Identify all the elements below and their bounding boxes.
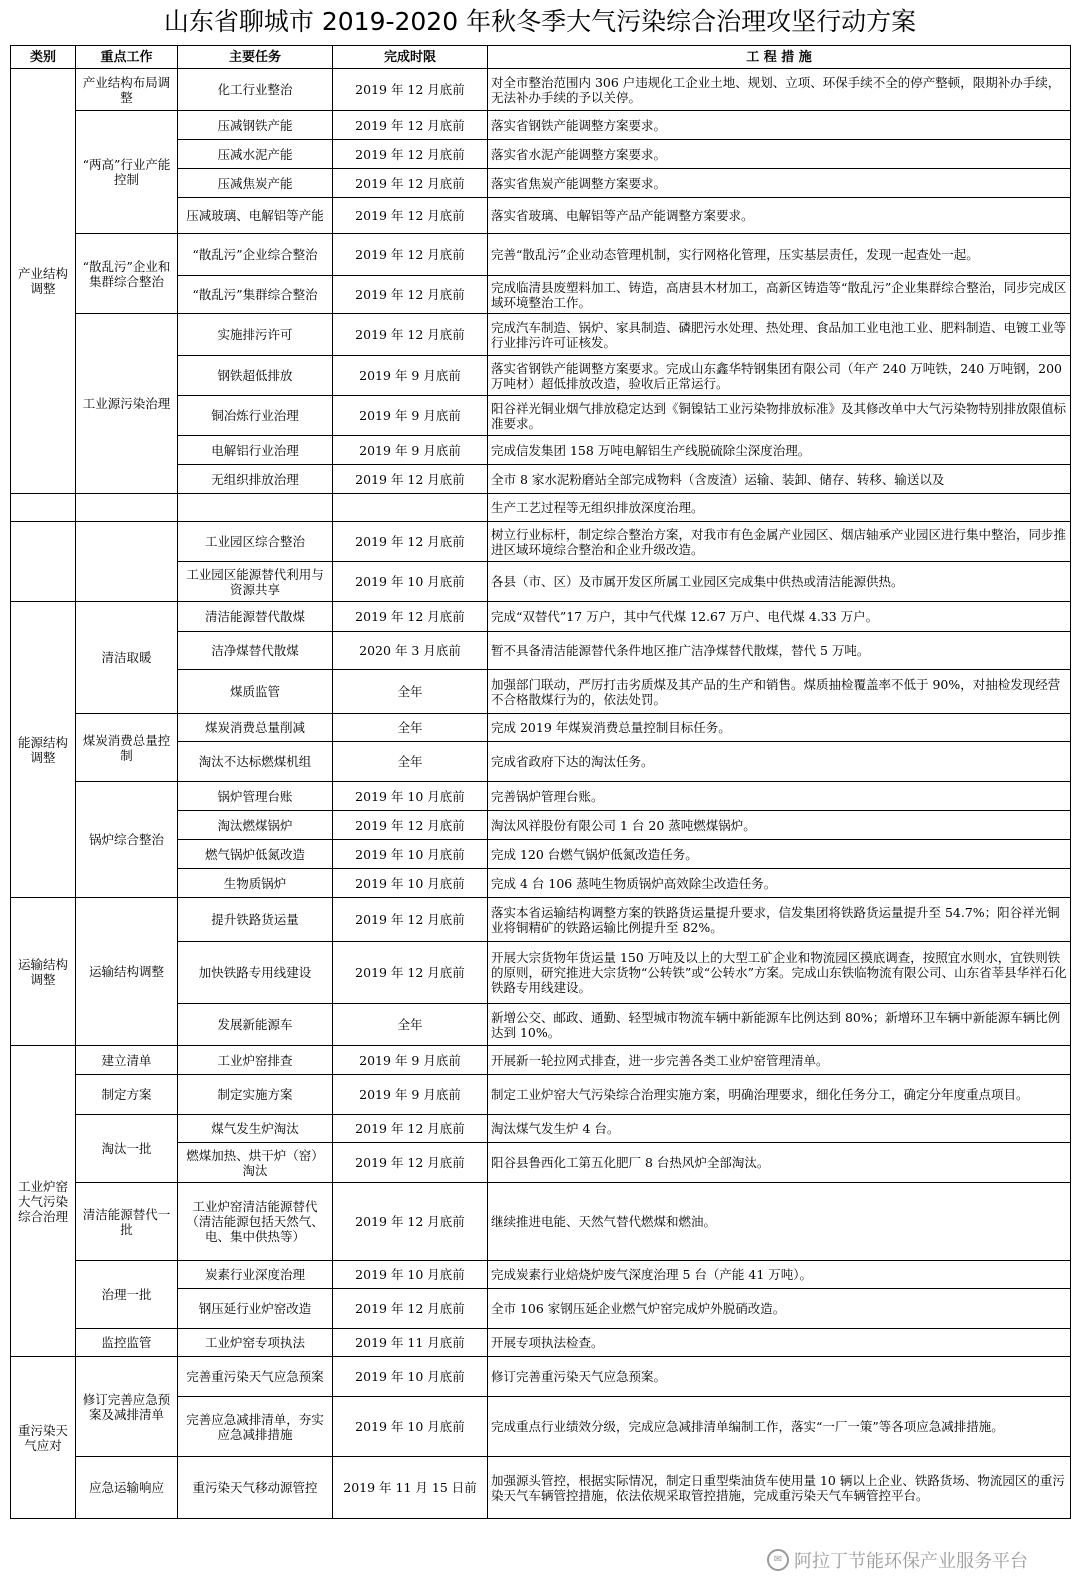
measure-cell: 完成“双替代”17 万户，其中气代煤 12.67 万户、电代煤 4.33 万户。 bbox=[488, 602, 1071, 632]
table-row bbox=[11, 898, 1071, 942]
table-row bbox=[11, 1046, 1071, 1075]
wechat-icon: ✉ bbox=[767, 1549, 789, 1571]
deadline-cell: 2019 年 10 月底前 bbox=[333, 782, 488, 811]
header-deadline: 完成时限 bbox=[333, 46, 488, 69]
task-cell: 洁净煤替代散煤 bbox=[178, 632, 333, 670]
table-row bbox=[11, 1075, 1071, 1115]
deadline-cell: 2019 年 12 月底前 bbox=[333, 465, 488, 494]
key-work-cell: 产业结构布局调整 bbox=[76, 69, 178, 111]
deadline-cell: 2019 年 11 月底前 bbox=[333, 1329, 488, 1357]
task-cell: 燃气锅炉低氮改造 bbox=[178, 840, 333, 869]
deadline-cell: 2019 年 9 月底前 bbox=[333, 396, 488, 436]
watermark-text: 阿拉丁节能环保产业服务平台 bbox=[794, 1551, 1028, 1572]
empty-cell bbox=[11, 494, 76, 522]
measure-cell: 阳谷县鲁西化工第五化肥厂 8 台热风炉全部淘汰。 bbox=[488, 1143, 1071, 1183]
deadline-cell: 2019 年 12 月底前 bbox=[333, 942, 488, 1004]
deadline-cell: 2020 年 3 月底前 bbox=[333, 632, 488, 670]
measure-cell: 全市 8 家水泥粉磨站全部完成物料（含废渣）运输、装卸、储存、转移、输送以及 bbox=[488, 465, 1071, 494]
empty-cell bbox=[11, 522, 76, 602]
deadline-cell: 2019 年 12 月底前 bbox=[333, 811, 488, 840]
empty-cell bbox=[333, 494, 488, 522]
category-cell: 产业结构调整 bbox=[11, 69, 76, 494]
deadline-cell: 2019 年 10 月底前 bbox=[333, 1357, 488, 1397]
measure-cell: 开展专项执法检查。 bbox=[488, 1329, 1071, 1357]
task-cell: 工业炉窑排查 bbox=[178, 1046, 333, 1075]
table-row bbox=[11, 714, 1071, 742]
measure-cell: 落实省钢铁产能调整方案要求。完成山东鑫华特钢集团有限公司（年产 240 万吨铁，240 万吨钢，200 万吨材）超低排放改造，验收后正常运行。 bbox=[488, 356, 1071, 396]
task-cell: 制定实施方案 bbox=[178, 1075, 333, 1115]
deadline-cell: 2019 年 12 月底前 bbox=[333, 276, 488, 314]
deadline-cell: 2019 年 12 月底前 bbox=[333, 1143, 488, 1183]
measure-cell: 对全市整治范围内 306 户违规化工企业土地、规划、立项、环保手续不全的停产整顿，限期补办手续，无法补办手续的予以关停。 bbox=[488, 69, 1071, 111]
measure-cell: 开展大宗货物年货运量 150 万吨及以上的大型工矿企业和物流园区摸底调查，按照宜水则水，宜铁则铁的原则，研究推进大宗货物“公转铁”或“公转水”方案。完成山东铁临物流有限公司、山东省莘县华祥石化铁路专用线建设。 bbox=[488, 942, 1071, 1004]
key-work-cell: 清洁取暖 bbox=[76, 602, 178, 714]
table-row bbox=[11, 234, 1071, 276]
task-cell: 铜冶炼行业治理 bbox=[178, 396, 333, 436]
deadline-cell: 2019 年 12 月底前 bbox=[333, 522, 488, 562]
measure-cell: 落实本省运输结构调整方案的铁路货运量提升要求，信发集团将铁路货运量提升至 54.7%；阳谷祥光铜业将铜精矿的铁路运输比例提升至 82%。 bbox=[488, 898, 1071, 942]
key-work-cell: 运输结构调整 bbox=[76, 898, 178, 1046]
deadline-cell: 2019 年 10 月底前 bbox=[333, 869, 488, 898]
task-cell: 煤炭消费总量削减 bbox=[178, 714, 333, 742]
key-work-cell: “两高”行业产能控制 bbox=[76, 111, 178, 234]
deadline-cell: 2019 年 12 月底前 bbox=[333, 111, 488, 140]
deadline-cell: 2019 年 12 月底前 bbox=[333, 1289, 488, 1329]
key-work-cell: 工业源污染治理 bbox=[76, 314, 178, 494]
measure-cell: 落实省钢铁产能调整方案要求。 bbox=[488, 111, 1071, 140]
key-work-cell: 淘汰一批 bbox=[76, 1115, 178, 1183]
task-cell: 生物质锅炉 bbox=[178, 869, 333, 898]
measure-cell: 暂不具备清洁能源替代条件地区推广洁净煤替代散煤，替代 5 万吨。 bbox=[488, 632, 1071, 670]
task-cell: 加快铁路专用线建设 bbox=[178, 942, 333, 1004]
deadline-cell: 2019 年 12 月底前 bbox=[333, 314, 488, 356]
measure-cell: 各县（市、区）及市属开发区所属工业园区完成集中供热或清洁能源供热。 bbox=[488, 562, 1071, 602]
task-cell: 完善重污染天气应急预案 bbox=[178, 1357, 333, 1397]
key-work-cell: 建立清单 bbox=[76, 1046, 178, 1075]
table-row bbox=[11, 314, 1071, 356]
header-key-work: 重点工作 bbox=[76, 46, 178, 69]
measure-cell: 淘汰煤气发生炉 4 台。 bbox=[488, 1115, 1071, 1143]
measure-cell: 完成重点行业绩效分级，完成应急减排清单编制工作，落实“一厂一策”等各项应急减排措施。 bbox=[488, 1397, 1071, 1457]
table-row bbox=[11, 1115, 1071, 1143]
table-row bbox=[11, 1329, 1071, 1357]
task-cell: 工业园区能源替代利用与资源共享 bbox=[178, 562, 333, 602]
table-row bbox=[11, 1357, 1071, 1397]
measure-cell: 落实省水泥产能调整方案要求。 bbox=[488, 140, 1071, 169]
measure-cell: 落实省玻璃、电解铝等产品产能调整方案要求。 bbox=[488, 198, 1071, 234]
table-row bbox=[11, 1457, 1071, 1519]
deadline-cell: 2019 年 10 月底前 bbox=[333, 1261, 488, 1289]
deadline-cell: 2019 年 9 月底前 bbox=[333, 1046, 488, 1075]
measure-cell: 加强源头管控，根据实际情况，制定日重型柴油货车使用量 10 辆以上企业、铁路货场、物流园区的重污染天气车辆管控措施，依法依规采取管控措施，完成重污染天气车辆管控平台。 bbox=[488, 1457, 1071, 1519]
table-row bbox=[11, 111, 1071, 140]
table-row bbox=[11, 522, 1071, 562]
task-cell: 清洁能源替代散煤 bbox=[178, 602, 333, 632]
empty-cell bbox=[178, 494, 333, 522]
deadline-cell: 全年 bbox=[333, 742, 488, 782]
measure-cell: 完成 2019 年煤炭消费总量控制目标任务。 bbox=[488, 714, 1071, 742]
deadline-cell: 2019 年 9 月底前 bbox=[333, 356, 488, 396]
deadline-cell: 2019 年 12 月底前 bbox=[333, 602, 488, 632]
header-main-task: 主要任务 bbox=[178, 46, 333, 69]
deadline-cell: 2019 年 10 月底前 bbox=[333, 1397, 488, 1457]
task-cell: 压减焦炭产能 bbox=[178, 169, 333, 198]
task-cell: 锅炉管理台账 bbox=[178, 782, 333, 811]
measure-cell: 开展新一轮拉网式排查，进一步完善各类工业炉窑管理清单。 bbox=[488, 1046, 1071, 1075]
key-work-cell: 清洁能源替代一批 bbox=[76, 1183, 178, 1261]
measure-cell: 生产工艺过程等无组织排放深度治理。 bbox=[488, 494, 1071, 522]
table-row bbox=[11, 494, 1071, 522]
key-work-cell: 锅炉综合整治 bbox=[76, 782, 178, 898]
measure-cell: 完成信发集团 158 万吨电解铝生产线脱硫除尘深度治理。 bbox=[488, 436, 1071, 465]
table-header-row bbox=[11, 46, 1071, 69]
measure-cell: 完成炭素行业焙烧炉废气深度治理 5 台（产能 41 万吨）。 bbox=[488, 1261, 1071, 1289]
task-cell: 化工行业整治 bbox=[178, 69, 333, 111]
task-cell: 煤气发生炉淘汰 bbox=[178, 1115, 333, 1143]
key-work-cell: 治理一批 bbox=[76, 1261, 178, 1329]
task-cell: 淘汰不达标燃煤机组 bbox=[178, 742, 333, 782]
task-cell: 无组织排放治理 bbox=[178, 465, 333, 494]
task-cell: 燃煤加热、烘干炉（窑）淘汰 bbox=[178, 1143, 333, 1183]
key-work-cell: 煤炭消费总量控制 bbox=[76, 714, 178, 782]
deadline-cell: 全年 bbox=[333, 670, 488, 714]
task-cell: 炭素行业深度治理 bbox=[178, 1261, 333, 1289]
empty-cell bbox=[76, 522, 178, 602]
table-row bbox=[11, 782, 1071, 811]
table-row bbox=[11, 602, 1071, 632]
key-work-cell: “散乱污”企业和集群综合整治 bbox=[76, 234, 178, 314]
measure-cell: 完成汽车制造、锅炉、家具制造、磷肥污水处理、热处理、食品加工业电池工业、肥料制造、电镀工业等行业排污许可证核发。 bbox=[488, 314, 1071, 356]
measure-cell: 制定工业炉窑大气污染综合治理实施方案，明确治理要求，细化任务分工，确定分年度重点项目。 bbox=[488, 1075, 1071, 1115]
deadline-cell: 2019 年 12 月底前 bbox=[333, 169, 488, 198]
measure-cell: 完成省政府下达的淘汰任务。 bbox=[488, 742, 1071, 782]
measure-cell: 继续推进电能、天然气替代燃煤和燃油。 bbox=[488, 1183, 1071, 1261]
task-cell: 实施排污许可 bbox=[178, 314, 333, 356]
key-work-cell: 应急运输响应 bbox=[76, 1457, 178, 1519]
deadline-cell: 2019 年 12 月底前 bbox=[333, 1115, 488, 1143]
header-measures: 工 程 措 施 bbox=[488, 46, 1071, 69]
page-title: 山东省聊城市 2019-2020 年秋冬季大气污染综合治理攻坚行动方案 bbox=[163, 7, 917, 36]
task-cell: 压减水泥产能 bbox=[178, 140, 333, 169]
deadline-cell: 2019 年 12 月底前 bbox=[333, 69, 488, 111]
deadline-cell: 全年 bbox=[333, 1004, 488, 1046]
key-work-cell: 修订完善应急预案及减排清单 bbox=[76, 1357, 178, 1457]
measure-cell: 完成 4 台 106 蒸吨生物质锅炉高效除尘改造任务。 bbox=[488, 869, 1071, 898]
task-cell: 煤质监管 bbox=[178, 670, 333, 714]
table-row bbox=[11, 69, 1071, 111]
measure-cell: 淘汰风祥股份有限公司 1 台 20 蒸吨燃煤锅炉。 bbox=[488, 811, 1071, 840]
deadline-cell: 2019 年 10 月底前 bbox=[333, 562, 488, 602]
deadline-cell: 2019 年 9 月底前 bbox=[333, 1075, 488, 1115]
table-row bbox=[11, 1261, 1071, 1289]
measure-cell: 全市 106 家钢压延企业燃气炉窑完成炉外脱硝改造。 bbox=[488, 1289, 1071, 1329]
deadline-cell: 2019 年 12 月底前 bbox=[333, 1183, 488, 1261]
task-cell: 钢压延行业炉窑改造 bbox=[178, 1289, 333, 1329]
category-cell: 能源结构调整 bbox=[11, 602, 76, 898]
deadline-cell: 2019 年 12 月底前 bbox=[333, 898, 488, 942]
plan-table bbox=[10, 45, 1071, 1519]
measure-cell: 完善锅炉管理台账。 bbox=[488, 782, 1071, 811]
empty-cell bbox=[76, 494, 178, 522]
deadline-cell: 2019 年 12 月底前 bbox=[333, 140, 488, 169]
task-cell: 重污染天气移动源管控 bbox=[178, 1457, 333, 1519]
task-cell: 淘汰燃煤锅炉 bbox=[178, 811, 333, 840]
key-work-cell: 监控监管 bbox=[76, 1329, 178, 1357]
measure-cell: 完善“散乱污”企业动态管理机制，实行网格化管理，压实基层责任，发现一起查处一起。 bbox=[488, 234, 1071, 276]
measure-cell: 阳谷祥光铜业烟气排放稳定达到《铜镍钴工业污染物排放标准》及其修改单中大气污染物特别排放限值标准要求。 bbox=[488, 396, 1071, 436]
task-cell: 压减钢铁产能 bbox=[178, 111, 333, 140]
deadline-cell: 全年 bbox=[333, 714, 488, 742]
task-cell: 压减玻璃、电解铝等产能 bbox=[178, 198, 333, 234]
key-work-cell: 制定方案 bbox=[76, 1075, 178, 1115]
task-cell: 电解铝行业治理 bbox=[178, 436, 333, 465]
category-cell: 工业炉窑大气污染综合治理 bbox=[11, 1046, 76, 1357]
deadline-cell: 2019 年 10 月底前 bbox=[333, 840, 488, 869]
task-cell: “散乱污”集群综合整治 bbox=[178, 276, 333, 314]
deadline-cell: 2019 年 11 月 15 日前 bbox=[333, 1457, 488, 1519]
category-cell: 运输结构调整 bbox=[11, 898, 76, 1046]
measure-cell: 树立行业标杆，制定综合整治方案，对我市有色金属产业园区、烟店轴承产业园区进行集中整治，同步推进区域环境综合整治和企业升级改造。 bbox=[488, 522, 1071, 562]
deadline-cell: 2019 年 12 月底前 bbox=[333, 198, 488, 234]
task-cell: 提升铁路货运量 bbox=[178, 898, 333, 942]
measure-cell: 落实省焦炭产能调整方案要求。 bbox=[488, 169, 1071, 198]
task-cell: 发展新能源车 bbox=[178, 1004, 333, 1046]
header-category: 类别 bbox=[11, 46, 76, 69]
measure-cell: 加强部门联动，严厉打击劣质煤及其产品的生产和销售。煤质抽检覆盖率不低于 90%，对抽检发现经营不合格散煤行为的，依法处罚。 bbox=[488, 670, 1071, 714]
deadline-cell: 2019 年 12 月底前 bbox=[333, 234, 488, 276]
measure-cell: 完成临清县废塑料加工、铸造，高唐县木材加工，高新区铸造等“散乱污”企业集群综合整治，同步完成区域环境整治工作。 bbox=[488, 276, 1071, 314]
task-cell: 工业园区综合整治 bbox=[178, 522, 333, 562]
task-cell: “散乱污”企业综合整治 bbox=[178, 234, 333, 276]
deadline-cell: 2019 年 9 月底前 bbox=[333, 436, 488, 465]
task-cell: 完善应急减排清单，夯实应急减排措施 bbox=[178, 1397, 333, 1457]
table-row bbox=[11, 1183, 1071, 1261]
task-cell: 工业炉窑清洁能源替代（清洁能源包括天然气、电、集中供热等） bbox=[178, 1183, 333, 1261]
task-cell: 工业炉窑专项执法 bbox=[178, 1329, 333, 1357]
measure-cell: 完成 120 台燃气锅炉低氮改造任务。 bbox=[488, 840, 1071, 869]
measure-cell: 修订完善重污染天气应急预案。 bbox=[488, 1357, 1071, 1397]
measure-cell: 新增公交、邮政、通勤、轻型城市物流车辆中新能源车比例达到 80%；新增环卫车辆中新能源车辆比例达到 10%。 bbox=[488, 1004, 1071, 1046]
watermark bbox=[767, 1547, 1028, 1573]
category-cell: 重污染天气应对 bbox=[11, 1357, 76, 1519]
task-cell: 钢铁超低排放 bbox=[178, 356, 333, 396]
